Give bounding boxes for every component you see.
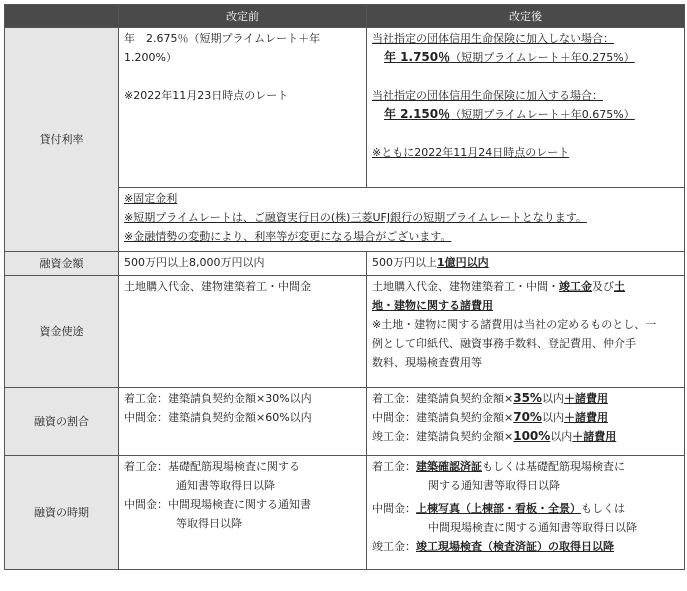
rate-after-case2: 当社指定の団体信用生命保険に加入する場合： [372,89,603,102]
usage-after-bold1: 竣工金 [559,280,592,293]
timing-after-1-bold: 建築確認済証 [416,460,482,473]
timing-after-1 [372,457,679,476]
ratio-after-pct: 70% [513,410,542,424]
usage-after [367,276,685,388]
row-label-rate: 貸付利率 [5,28,119,252]
timing-after-2-bold: 上棟写真（上棟部・看板・全景） [416,502,581,515]
rate-after-rate1-line [372,48,679,67]
amount-after-prefix: 500万円以上 [372,256,437,269]
ratio-after-plus: ＋諸費用 [563,392,608,405]
amount-after-bold: 1億円以内 [437,256,489,269]
ratio-after-prefix: 着工金：建築請負契約金額× [372,392,514,405]
rate-before-line1: 年 2.675％（短期プライムレート＋年 [124,32,321,45]
rate-after-rate2: 年 2.150％ [384,107,451,121]
timing-before-1a: 着工金：基礎配筋現場検査に関する [124,460,300,473]
ratio-before-2: 中間金：建築請負契約金額×60%以内 [124,411,312,424]
revision-table [4,4,685,570]
rate-after-case1: 当社指定の団体信用生命保険に加入しない場合： [372,32,614,45]
usage-after-note1: ※土地・建物に関する諸費用は当社の定めるものとし、一 [372,318,657,331]
timing-before-2b: 等取得日以降 [176,517,242,530]
header-before: 改定前 [119,5,367,28]
timing-after-3 [372,537,679,556]
usage-after-line1 [372,277,679,296]
timing-before [119,456,367,570]
ratio-before [119,388,367,456]
rate-note-fixed: ※固定金利 [124,192,178,205]
usage-after-bold2a: 土 [614,280,625,293]
rate-after-rate2-line [372,105,679,124]
rate-after [367,28,685,188]
ratio-after-mid: 以内 [541,411,564,424]
usage-after-bold2b: 地・建物に関する諸費用 [372,299,493,312]
header-blank [5,5,119,28]
timing-after-1-prefix: 着工金： [372,460,416,473]
row-label-amount: 融資金額 [5,252,119,276]
usage-before: 土地購入代金、建物建築着工・中間金 [119,276,367,388]
timing-after-3-prefix: 竣工金： [372,540,416,553]
rate-before-line2: 1.200%） [124,51,177,64]
timing-before-2a: 中間金：中間現場検査に関する通知書 [124,498,311,511]
usage-after-mid: 及び [592,280,614,293]
ratio-after-plus: ＋諸費用 [572,430,617,443]
rate-after-rate1-detail: （短期プライムレート＋年0.275%） [450,51,635,64]
ratio-after-pct: 100% [513,429,551,443]
usage-after-note2: 例として印紙代、融資事務手数料、登記費用、仲介手 [372,337,636,350]
timing-after-1-rest: もしくは基礎配筋現場検査に [482,460,625,473]
ratio-after-row [372,427,679,446]
timing-after-2-rest: もしくは [581,502,625,515]
timing-after-3-bold: 竣工現場検査（検査済証）の取得日以降 [416,540,614,553]
amount-after [367,252,685,276]
ratio-after-pct: 35% [513,391,542,405]
timing-after-2 [372,499,679,518]
rate-before [119,28,367,188]
rate-before-note: ※2022年11月23日時点のレート [124,89,289,102]
rate-after-rate2-detail: （短期プライムレート＋年0.675%） [450,108,635,121]
ratio-after-prefix: 竣工金：建築請負契約金額× [372,430,514,443]
rate-after-rate1: 年 1.750％ [384,50,451,64]
rate-common-notes [119,188,685,252]
ratio-after-mid: 以内 [541,392,564,405]
ratio-after-row [372,389,679,408]
ratio-after-row [372,408,679,427]
timing-after-2-line2: 中間現場検査に関する通知書等取得日以降 [428,521,637,534]
usage-after-note3: 数料、現場検査費用等 [372,356,482,369]
ratio-after-plus: ＋諸費用 [563,411,608,424]
row-label-ratio: 融資の割合 [5,388,119,456]
usage-after-prefix: 土地購入代金、建物建築着工・中間・ [372,280,559,293]
timing-after-1-line2: 関する通知書等取得日以降 [428,479,560,492]
timing-before-1b: 通知書等取得日以降 [176,479,275,492]
row-label-timing: 融資の時期 [5,456,119,570]
ratio-after [367,388,685,456]
timing-after-2-prefix: 中間金： [372,502,416,515]
rate-note-prime: ※短期プライムレートは、ご融資実行日の(株)三菱UFJ銀行の短期プライムレートとなります。 [124,211,587,224]
header-after: 改定後 [367,5,685,28]
row-label-usage: 資金使途 [5,276,119,388]
ratio-before-1: 着工金：建築請負契約金額×30%以内 [124,392,312,405]
ratio-after-prefix: 中間金：建築請負契約金額× [372,411,514,424]
rate-note-change: ※金融情勢の変動により、利率等が変更になる場合がございます。 [124,230,452,243]
amount-before: 500万円以上8,000万円以内 [119,252,367,276]
rate-after-note: ※ともに2022年11月24日時点のレート [372,146,570,159]
ratio-after-mid: 以内 [550,430,573,443]
timing-after [367,456,685,570]
